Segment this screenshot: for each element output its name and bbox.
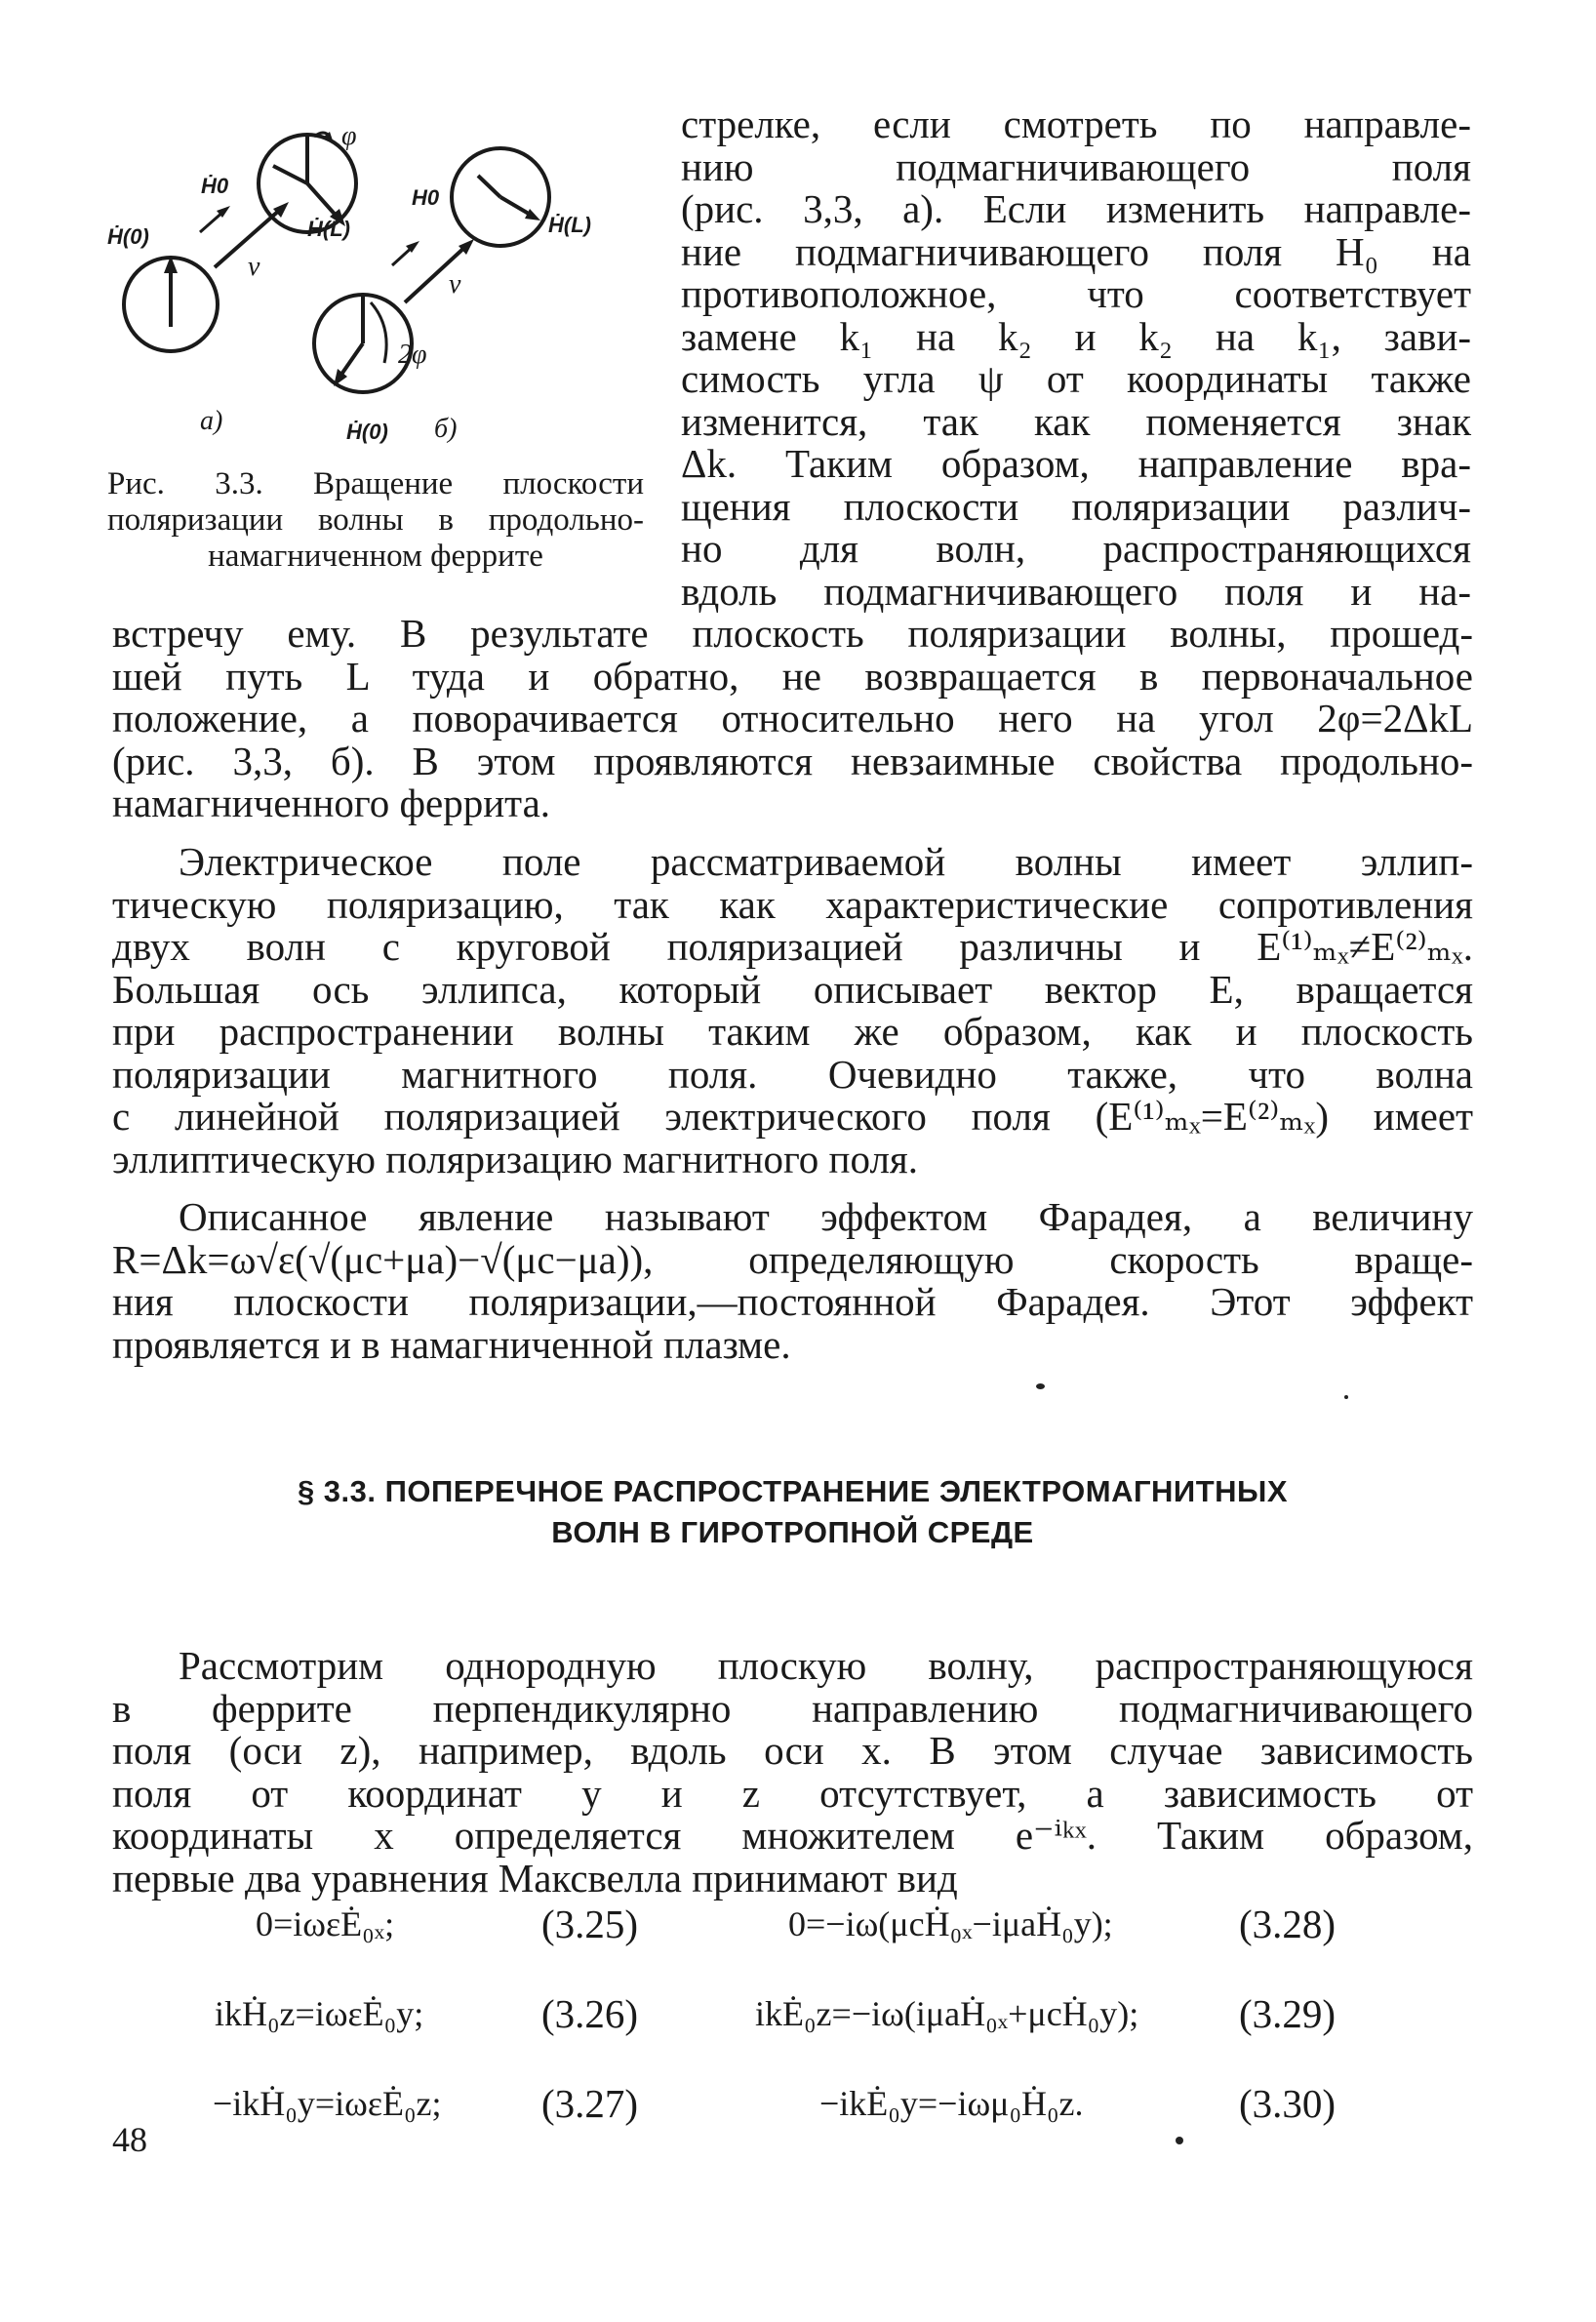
equation-number: (3.27) bbox=[541, 2081, 639, 2126]
text-line: Описанное явление называют эффектом Фарадея, а величину bbox=[179, 1194, 1473, 1239]
text-line: симость угла ψ от координаты также bbox=[681, 356, 1471, 401]
text-line: положение, а поворачивается относительно него на угол 2φ=2ΔkL bbox=[112, 696, 1473, 741]
label-two-phi: 2φ bbox=[398, 340, 427, 370]
text-line: Рассмотрим однородную плоскую волну, распространяющуюся bbox=[179, 1643, 1473, 1688]
equation-number: (3.26) bbox=[541, 1991, 639, 2036]
paragraph-2 bbox=[112, 841, 1473, 1181]
label-h0-left: Ḣ(0) bbox=[107, 224, 149, 249]
text-line: стрелке, если смотреть по направле- bbox=[681, 101, 1471, 146]
equation-3-28: 0=−iω(μcḢ₀ₓ−iμaḢ₀y); bbox=[788, 1904, 1113, 1943]
text-line: но для волн, распространяющихся bbox=[681, 526, 1471, 571]
print-speck bbox=[1344, 1395, 1348, 1399]
text-line: (рис. 3,3, б). В этом проявляются невзаимные свойства продольно- bbox=[112, 738, 1473, 783]
text-line: изменится, так как поменяется знак bbox=[681, 398, 1471, 444]
paragraph-3 bbox=[112, 1196, 1473, 1366]
text-line: поля от координат y и z отсутствует, а зависимость от bbox=[112, 1770, 1473, 1816]
text-line: нию подмагничивающего поля bbox=[681, 143, 1471, 189]
text-line: противоположное, что соответствует bbox=[681, 271, 1471, 316]
equation-number: (3.29) bbox=[1239, 1991, 1337, 2036]
equation-number: (3.25) bbox=[541, 1902, 639, 1946]
section-heading-line-2: ВОЛН В ГИРОТРОПНОЙ СРЕДЕ bbox=[551, 1515, 1034, 1549]
text-line: двух волн с круговой поляризацией различны и E⁽¹⁾ₘₓ≠E⁽²⁾ₘₓ. bbox=[112, 924, 1473, 969]
equation-3-25: 0=iωεĖ₀ₓ; bbox=[256, 1904, 395, 1943]
label-h0-b: H0 bbox=[412, 185, 440, 210]
wave-arrow-a bbox=[200, 202, 289, 267]
text-line: вдоль подмагничивающего поля и на- bbox=[681, 568, 1471, 614]
text-line: тическую поляризацию, так как характеристические сопротивления bbox=[112, 881, 1473, 927]
circle-b-end bbox=[452, 148, 549, 246]
section-heading bbox=[112, 1471, 1473, 1553]
text-line: (рис. 3,3, а). Если изменить направле- bbox=[681, 186, 1471, 231]
text-line: с линейной поляризацией электрического поля (E⁽¹⁾ₘₓ=E⁽²⁾ₘₓ) имеет bbox=[112, 1094, 1473, 1139]
equation-3-30: −ikĖ₀y=−iωμ₀Ḣ₀z. bbox=[819, 2084, 1084, 2123]
text-line: R=Δk=ω√ε(√(μc+μa)−√(μc−μa)), определяющую скорость враще- bbox=[112, 1236, 1473, 1282]
text-line: в феррите перпендикулярно направлению подмагничивающего bbox=[112, 1685, 1473, 1731]
circle-a-start bbox=[124, 256, 218, 351]
figure-3-3 bbox=[107, 107, 654, 449]
text-line: первые два уравнения Максвелла принимают вид bbox=[112, 1855, 958, 1901]
equation-number: (3.28) bbox=[1239, 1902, 1337, 1946]
equation-3-27: −ikḢ₀y=iωεĖ₀z; bbox=[213, 2084, 442, 2123]
text-line: шей путь L туда и обратно, не возвращается в первоначальное bbox=[112, 653, 1473, 699]
text-line: замене k₁ на k₂ и k₂ на k₁, зави- bbox=[681, 313, 1471, 359]
equation-number: (3.30) bbox=[1239, 2081, 1337, 2126]
text-line: проявляется и в намагниченной плазме. bbox=[112, 1321, 791, 1367]
text-line: ние подмагничивающего поля H₀ на bbox=[681, 228, 1471, 274]
text-line: поля (оси z), например, вдоль оси x. В этом случае зависимость bbox=[112, 1728, 1473, 1773]
page-number: 48 bbox=[112, 2120, 147, 2159]
faraday-rotation-diagram bbox=[107, 107, 654, 449]
figure-caption: Рис. 3.3. Вращение плоскости поляризации волны в продольно-намагниченном феррите bbox=[107, 466, 644, 574]
equation-3-26: ikḢ₀z=iωεĖ₀y; bbox=[215, 1994, 424, 2033]
equation-3-29: ikĖ₀z=−iω(iμaḢ₀ₓ+μcḢ₀y); bbox=[755, 1994, 1139, 2033]
label-phi: φ bbox=[341, 121, 357, 151]
label-h0-a: Ḣ0 bbox=[201, 174, 229, 198]
label-v-b: v bbox=[449, 269, 461, 300]
label-v-a: v bbox=[248, 252, 260, 282]
wave-arrow-b bbox=[392, 239, 474, 302]
circle-b-start bbox=[314, 295, 412, 392]
paragraph-1 bbox=[112, 613, 1473, 825]
text-line: эллиптическую поляризацию магнитного поля. bbox=[112, 1136, 919, 1181]
label-hL-a: Ḣ(L) bbox=[307, 217, 350, 241]
paragraph-4 bbox=[112, 1645, 1473, 1900]
label-subfigure-b: б) bbox=[434, 414, 458, 444]
text-line: поляризации магнитного поля. Очевидно также, что волна bbox=[112, 1051, 1473, 1097]
text-line: Большая ось эллипса, который описывает вектор E, вращается bbox=[112, 966, 1473, 1012]
text-line: ния плоскости поляризации,—постоянной Фарадея. Этот эффект bbox=[112, 1279, 1473, 1324]
right-column-text bbox=[681, 103, 1471, 613]
print-speck bbox=[1036, 1383, 1045, 1389]
text-line: координаты x определяется множителем e⁻ⁱᵏˣ. Таким образом, bbox=[112, 1813, 1473, 1858]
label-subfigure-a: а) bbox=[200, 406, 223, 436]
label-h0-bottom: Ḣ(0) bbox=[346, 420, 388, 444]
section-heading-line-1: § 3.3. ПОПЕРЕЧНОЕ РАСПРОСТРАНЕНИЕ ЭЛЕКТРОМАГНИТНЫХ bbox=[297, 1474, 1289, 1508]
text-line: Электрическое поле рассматриваемой волны имеет эллип- bbox=[179, 839, 1473, 884]
text-line: при распространении волны таким же образом, как и плоскость bbox=[112, 1009, 1473, 1054]
text-line: встречу ему. В результате плоскость поляризации волны, прошед- bbox=[112, 611, 1473, 656]
print-speck bbox=[1176, 2137, 1183, 2144]
text-line: щения плоскости поляризации различ- bbox=[681, 483, 1471, 529]
text-line: Δk. Таким образом, направление вра- bbox=[681, 441, 1471, 486]
text-line: намагниченного феррита. bbox=[112, 781, 551, 825]
label-hL-b: Ḣ(L) bbox=[548, 213, 591, 237]
